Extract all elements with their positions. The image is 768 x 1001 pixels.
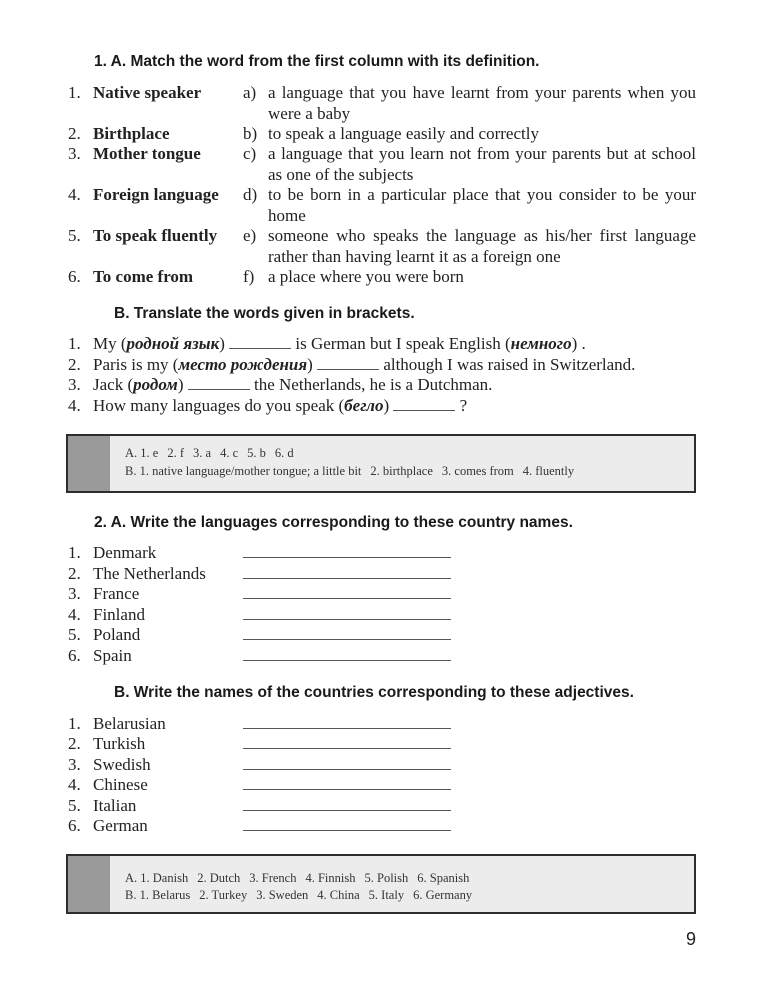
answer-key-bar	[68, 856, 110, 912]
answer-blank[interactable]	[188, 375, 250, 390]
country-spain: Spain	[93, 646, 132, 665]
definition-letter: d)	[243, 185, 258, 204]
term-foreign-language: Foreign language	[93, 185, 219, 204]
exercise-2a-heading: 2. A. Write the languages corresponding to these country names.	[94, 514, 573, 531]
definition-letter: e)	[243, 226, 257, 245]
bracket-word: немного	[510, 334, 572, 353]
country-poland: Poland	[93, 625, 141, 644]
answer-line[interactable]	[243, 728, 451, 729]
item-number: 6.	[68, 267, 81, 286]
answer: 4. c	[220, 446, 239, 460]
country-denmark: Denmark	[93, 543, 157, 562]
sentence-text: How many languages do you speak (	[93, 396, 345, 415]
sentence-text: Paris is my (	[93, 355, 179, 374]
sentence-3	[93, 375, 492, 396]
item-number: 5.	[68, 796, 81, 815]
item-number: 6.	[68, 646, 81, 665]
sentence-text: )	[177, 375, 188, 394]
bracket-word: место рождения	[178, 355, 308, 374]
item-number: 1.	[68, 334, 81, 353]
item-number: 4.	[68, 605, 81, 624]
answer-line[interactable]	[243, 769, 451, 770]
definition-c: a language that you learn not from your parents but at school as one of the subjects	[268, 144, 696, 184]
answer-line[interactable]	[243, 660, 451, 661]
answer: 6. Spanish	[417, 871, 470, 885]
definition-f: a place where you were born	[268, 267, 464, 286]
item-number: 4.	[68, 396, 81, 415]
answer-key-box-1	[66, 434, 696, 493]
answer: 3. French	[249, 871, 297, 885]
item-number: 3.	[68, 755, 81, 774]
answer: B. 1. Belarus	[125, 888, 191, 902]
sentence-4	[93, 396, 467, 417]
answer-blank[interactable]	[317, 355, 379, 370]
answer: 3. a	[193, 446, 212, 460]
answer-key-bar	[68, 436, 110, 491]
item-number: 4.	[68, 775, 81, 794]
definition-e: someone who speaks the language as his/her first language rather than having learnt it as a foreign one	[268, 226, 696, 266]
term-to-speak-fluently: To speak fluently	[93, 226, 218, 245]
country-netherlands: The Netherlands	[93, 564, 206, 583]
definition-letter: c)	[243, 144, 257, 163]
item-number: 2.	[68, 734, 81, 753]
sentence-text: )	[219, 334, 230, 353]
adjective-italian: Italian	[93, 796, 137, 815]
item-number: 2.	[68, 564, 81, 583]
definition-letter: a)	[243, 83, 257, 102]
answer: 6. d	[274, 446, 294, 460]
sentence-1	[93, 334, 586, 355]
answer: 3. comes from	[441, 464, 514, 478]
answer-line[interactable]	[243, 557, 451, 558]
answer-key-line-b	[125, 888, 481, 903]
term-birthplace: Birthplace	[93, 124, 170, 143]
sentence-text: )	[383, 396, 394, 415]
adjective-german: German	[93, 816, 148, 835]
answer: 3. Sweden	[256, 888, 309, 902]
answer-blank[interactable]	[393, 396, 455, 411]
sentence-text: the Netherlands, he is a Dutchman.	[249, 375, 493, 394]
answer-line[interactable]	[243, 619, 451, 620]
sentence-2	[93, 355, 635, 376]
answer-key-line-b	[125, 464, 583, 479]
adjective-swedish: Swedish	[93, 755, 151, 774]
sentence-text: ) .	[571, 334, 586, 353]
definition-d: to be born in a particular place that you consider to be your home	[268, 185, 696, 225]
item-number: 6.	[68, 816, 81, 835]
sentence-text: My (	[93, 334, 127, 353]
item-number: 4.	[68, 185, 81, 204]
answer: 4. Finnish	[305, 871, 356, 885]
answer: 2. birthplace	[370, 464, 433, 478]
answer: 5. b	[247, 446, 266, 460]
item-number: 2.	[68, 124, 81, 143]
answer: 4. fluently	[522, 464, 575, 478]
answer: A. 1. Danish	[125, 871, 189, 885]
answer: 2. f	[167, 446, 184, 460]
answer-key-box-2	[66, 854, 696, 914]
answer: 6. Germany	[413, 888, 473, 902]
term-to-come-from: To come from	[93, 267, 194, 286]
item-number: 3.	[68, 144, 81, 163]
sentence-text: is German but I speak English (	[291, 334, 511, 353]
item-number: 2.	[68, 355, 81, 374]
page-number: 9	[685, 929, 696, 949]
adjective-belarusian: Belarusian	[93, 714, 166, 733]
adjective-turkish: Turkish	[93, 734, 146, 753]
sentence-text: although I was raised in Switzerland.	[379, 355, 636, 374]
answer-key-line-a	[125, 446, 303, 461]
answer: 4. China	[317, 888, 360, 902]
definition-a: a language that you have learnt from your parents when you were a baby	[268, 83, 696, 123]
item-number: 3.	[68, 584, 81, 603]
item-number: 5.	[68, 625, 81, 644]
term-native-speaker: Native speaker	[93, 83, 202, 102]
answer-key-line-a	[125, 871, 478, 886]
exercise-1a-heading: 1. A. Match the word from the first column with its definition.	[94, 53, 540, 70]
answer-line[interactable]	[243, 578, 451, 579]
sentence-text: )	[307, 355, 318, 374]
country-finland: Finland	[93, 605, 145, 624]
answer-line[interactable]	[243, 598, 451, 599]
answer: B. 1. native language/mother tongue; a little bit	[125, 464, 362, 478]
bracket-word: родом	[133, 375, 178, 394]
answer-line[interactable]	[243, 748, 451, 749]
definition-letter: f)	[243, 267, 255, 286]
answer-line[interactable]	[243, 810, 451, 811]
exercise-2b-heading: B. Write the names of the countries corresponding to these adjectives.	[114, 684, 634, 701]
adjective-chinese: Chinese	[93, 775, 148, 794]
definition-letter: b)	[243, 124, 258, 143]
bracket-word: бегло	[344, 396, 384, 415]
answer: 2. Dutch	[197, 871, 241, 885]
country-france: France	[93, 584, 140, 603]
item-number: 1.	[68, 714, 81, 733]
bracket-word: родной язык	[126, 334, 220, 353]
answer: 5. Polish	[364, 871, 409, 885]
sentence-text: Jack (	[93, 375, 134, 394]
answer-line[interactable]	[243, 639, 451, 640]
answer: A. 1. e	[125, 446, 159, 460]
item-number: 1.	[68, 543, 81, 562]
answer: 2. Turkey	[199, 888, 248, 902]
answer-line[interactable]	[243, 830, 451, 831]
answer-blank[interactable]	[229, 334, 291, 349]
item-number: 1.	[68, 83, 81, 102]
item-number: 5.	[68, 226, 81, 245]
item-number: 3.	[68, 375, 81, 394]
sentence-text: ?	[455, 396, 468, 415]
exercise-1b-heading: B. Translate the words given in brackets.	[114, 305, 415, 322]
answer: 5. Italy	[368, 888, 405, 902]
definition-b: to speak a language easily and correctly	[268, 124, 539, 143]
term-mother-tongue: Mother tongue	[93, 144, 201, 163]
answer-line[interactable]	[243, 789, 451, 790]
